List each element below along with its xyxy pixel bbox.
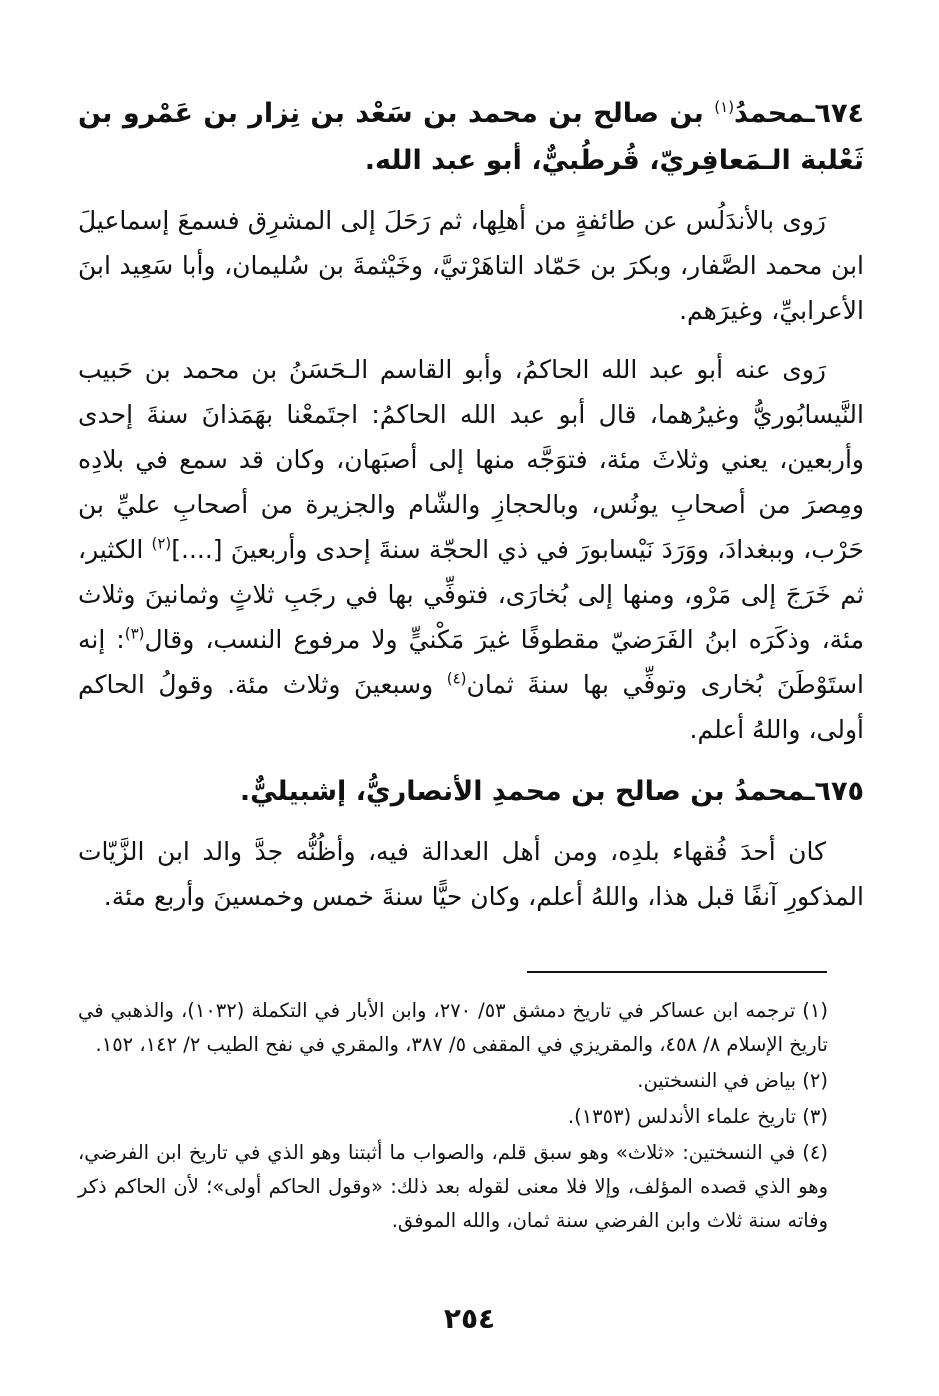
footnote-ref-2[interactable]: (٢) <box>151 534 172 553</box>
page-body <box>78 90 864 919</box>
footnotes-section <box>78 994 828 1240</box>
entry-675-heading <box>78 768 864 815</box>
footnote-divider <box>527 971 827 973</box>
footnote-4: (٤) في النسختين: «ثلاث» وهو سبق قلم، والصواب ما أثبتنا وهو الذي في تاريخ ابن الفرضي، وهو الذي قصده المؤلف، وإلا فلا معنى لقوله بعد ذلك: «وقول الحاكم أولى»؛ لأن الحاكم ذكر وفاته سنة ثلاث وابن الفرضي سنة ثمان، والله الموفق. <box>78 1141 828 1232</box>
entry-number: ٦٧٥ـ <box>805 776 864 807</box>
paragraph-2-part-2: الكثير، ثم خَرَجَ إلى مَرْو، ومنها إلى بُخارَى، فتوفِّي بها في رجَبِ ثلاثٍ وثمانينَ وثلاث مئة، وذكَرَه ابنُ الفَرَضيّ مقطوفًا غيرَ مَكْنيٍّ ولا مرفوع النسب، وقال <box>78 535 864 654</box>
entry-name-rest: بن صالح بن محمد بن سَعْد بن نِزار بن عَمْرو بن ثَعْلبة الـمَعافِريّ، قُرطُبيٌّ، أبو عبد الله. <box>78 98 864 176</box>
paragraph-2-part-1: رَوى عنه أبو عبد الله الحاكمُ، وأبو القاسم الـحَسَنُ بن محمد بن حَبيب النَّيسابُوريُّ وغيرُهما، قال أبو عبد الله الحاكمُ: اجتَمعْنا بهَمَذانَ سنةَ إحدى وأربعين، يعني وثلاثَ مئة، فتوَجَّه منها إلى أصبَهان، وكان قد سمع في بلادِه ومِصرَ من أصحابِ يونُس، وبالحجازِ والشّام والجزيرة من أصحابِ عليِّ بن حَرْب، وببغدادَ، ووَرَدَ نَيْسابورَ في ذي الحجّة سنةَ إحدى وأربعينَ [....] <box>78 355 864 564</box>
footnote-2: (٢) بياض في النسختين. <box>637 1069 828 1092</box>
paragraph-2-part-4: وسبعينَ وثلاث مئة. وقولُ الحاكم أولى، واللهُ أعلم. <box>78 670 864 744</box>
entry-674-heading <box>78 90 864 184</box>
footnote-3: (٣) تاريخ علماء الأندلس (١٣٥٣). <box>567 1105 828 1128</box>
paragraph-2 <box>78 347 864 752</box>
entry-name-start: محمدُ <box>734 98 806 129</box>
paragraph-2-part-3: : إنه استَوْطَنَ بُخارى وتوفِّي بها سنةَ ثمان <box>78 625 864 699</box>
entry-number: ٦٧٤ـ <box>805 98 864 129</box>
page-number: ٢٥٤ <box>443 1302 496 1335</box>
footnote-ref-1[interactable]: (١) <box>714 98 735 116</box>
entry-name: محمدُ بن صالح بن محمدِ الأنصاريُّ، إشبيليٌّ. <box>239 776 806 807</box>
paragraph-1: رَوى بالأندَلُس عن طائفةٍ من أهلِها، ثم رَحَلَ إلى المشرِق فسمعَ إسماعيلَ ابن محمد الصَّفار، وبكرَ بن حَمّاد التاهَرْتيَّ، وخَيْثمةَ بن سُليمان، وأبا سَعِيد ابنَ الأعرابيِّ، وغيرَهم. <box>78 206 864 325</box>
footnote-1: (١) ترجمه ابن عساكر في تاريخ دمشق ٥٣/ ٢٧٠، وابن الأبار في التكملة (١٠٣٢)، والذهبي في تاريخ الإسلام ٨/ ٤٥٨، والمقريزي في المقفى ٥/ ٣٨٧، والمقري في نفح الطيب ٢/ ١٤٢، ١٥٢. <box>78 999 828 1056</box>
footnote-ref-4[interactable]: (٤) <box>446 669 467 688</box>
paragraph-3: كان أحدَ فُقهاء بلدِه، ومن أهل العدالة فيه، وأظُنُّه جدَّ والد ابن الزَّيّات المذكورِ آنفًا قبل هذا، واللهُ أعلم، وكان حيًّا سنةَ خمس وخمسينَ وأربع مئة. <box>78 837 864 911</box>
footnote-ref-3[interactable]: (٣) <box>124 624 145 643</box>
